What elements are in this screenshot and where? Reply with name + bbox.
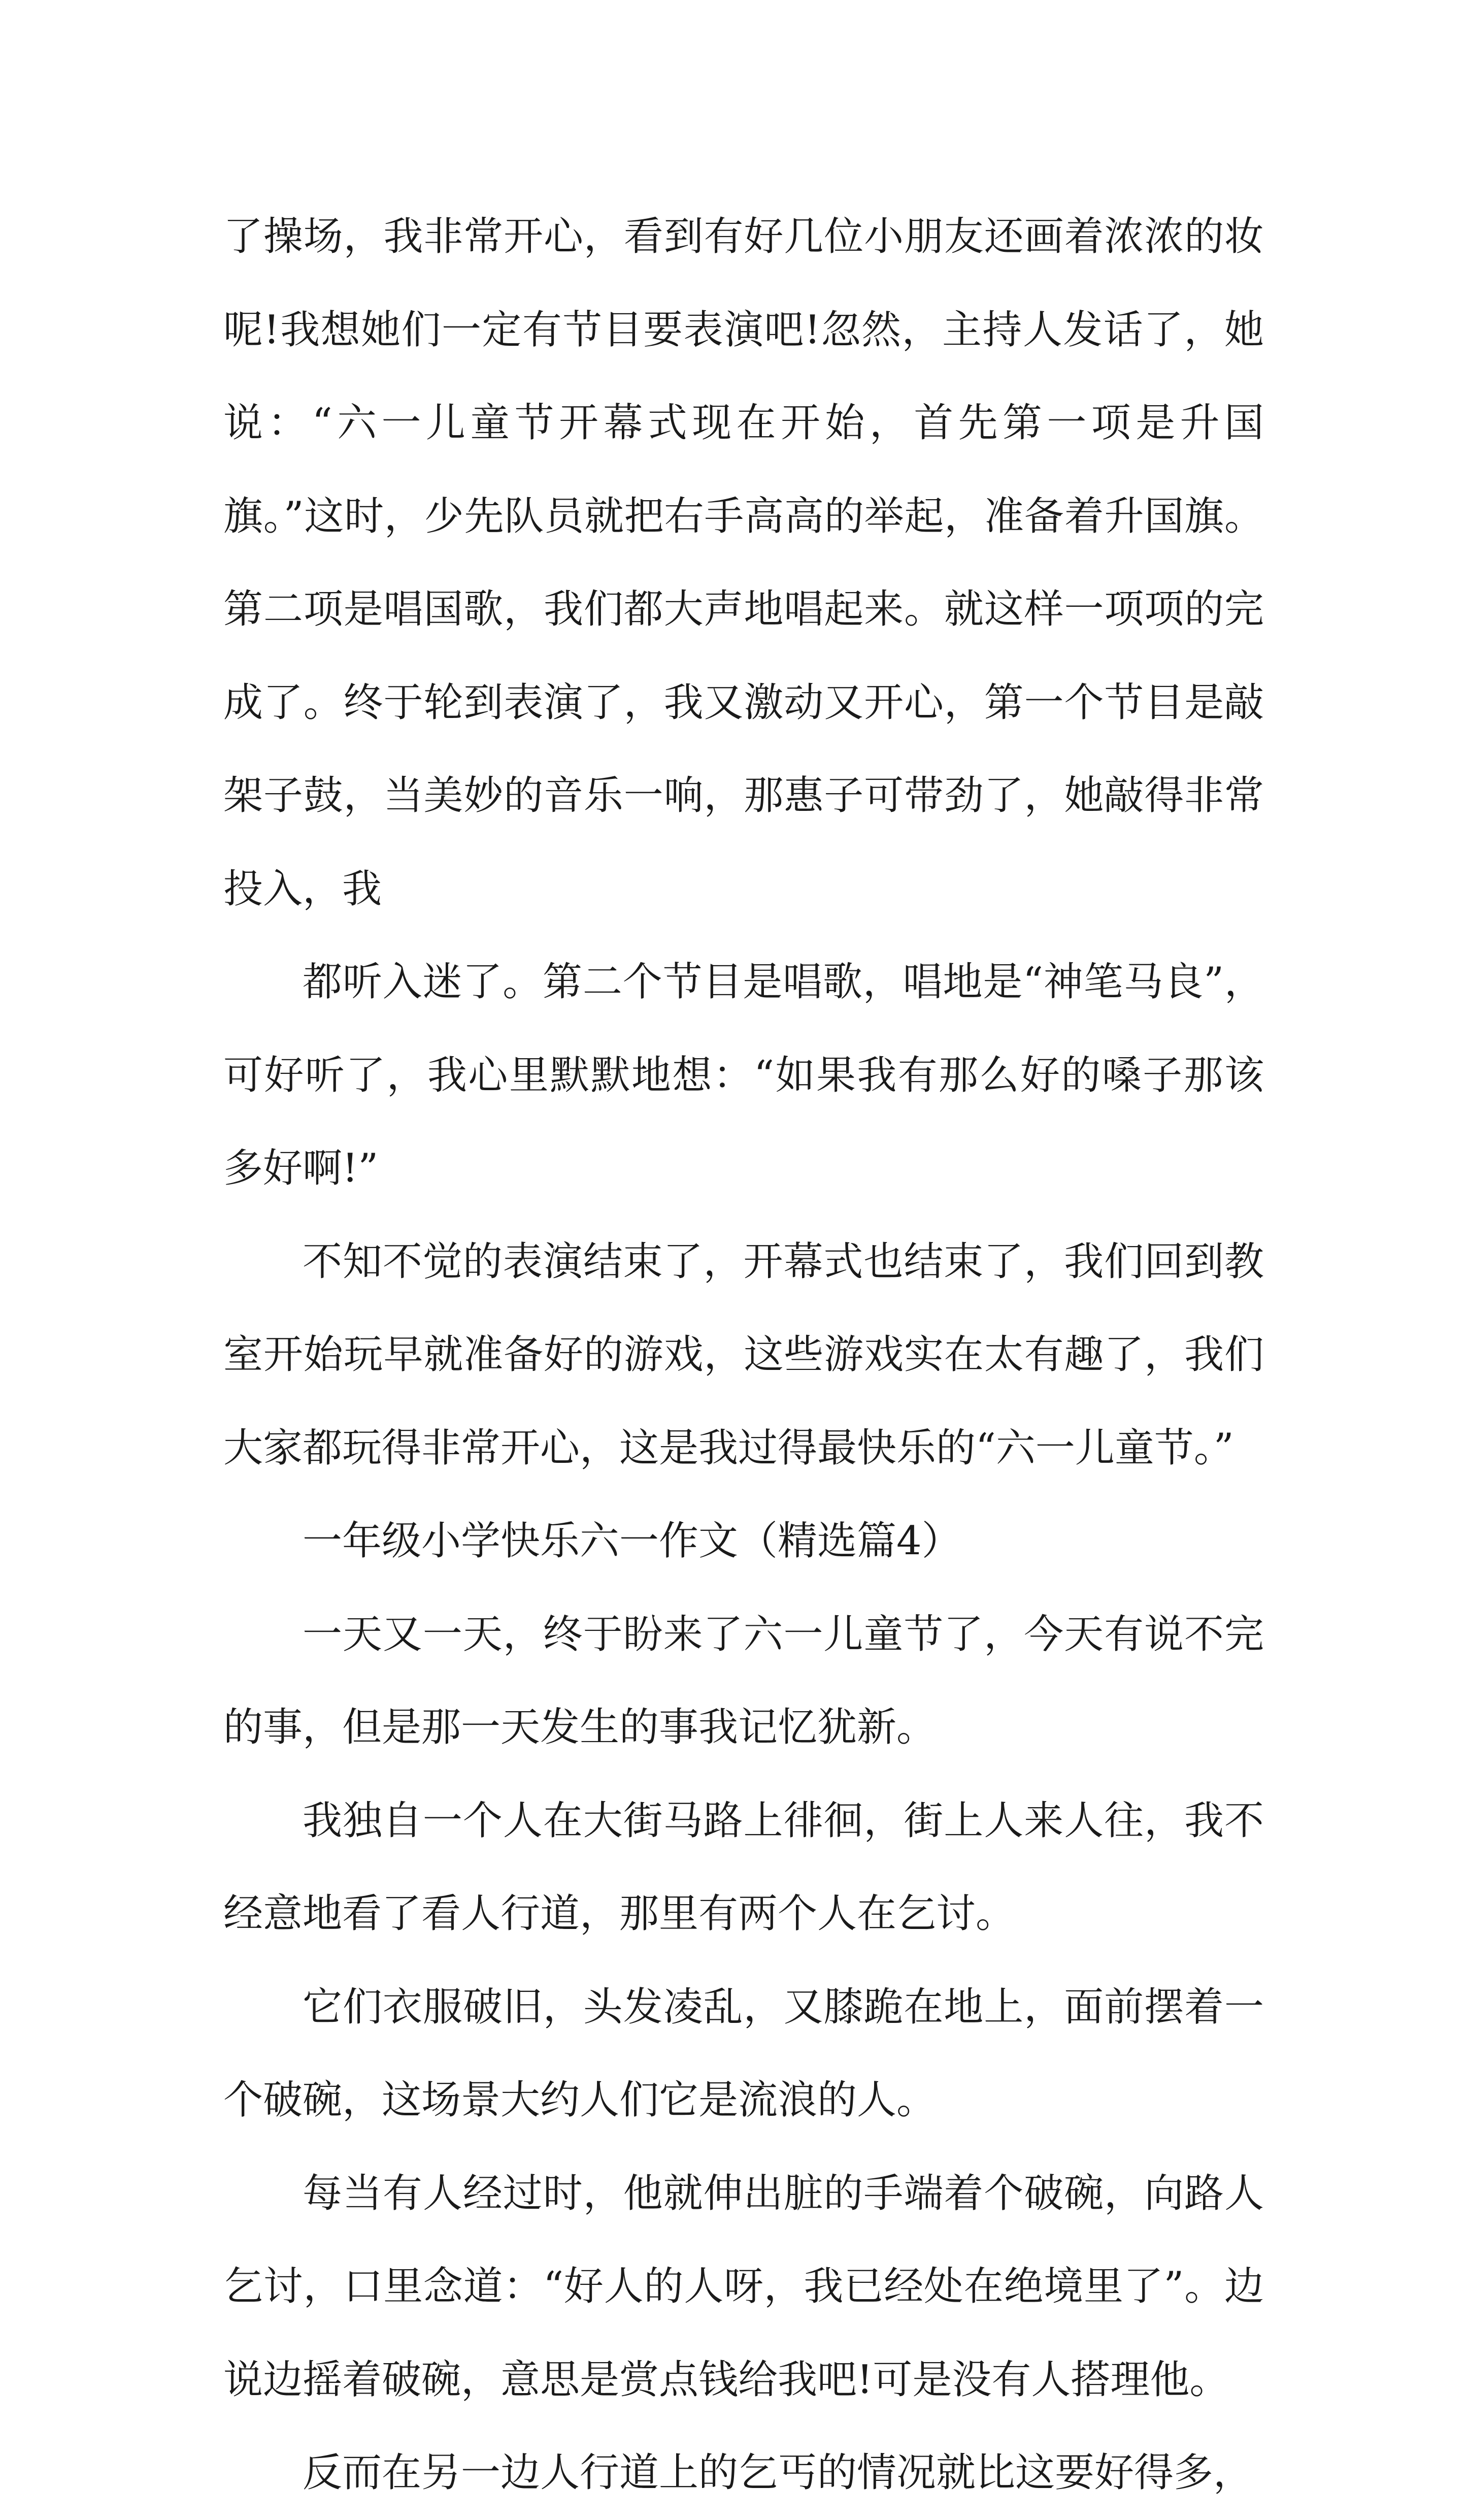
paragraph: 反而在另一边人行道上的乞丐的情况就比这要好得多， [303,2450,1253,2496]
paragraph: 它们衣服破旧，头发凌乱，又膝跪在地上，面前摆着一个破碗，这场景大约人们它是流浪的人。 [223,1984,1264,2123]
paragraph: 一天又一天，终于盼来了六一儿童节了，今天有说不完的事，但是那一天发生的事我记忆犹新。 [223,1611,1264,1750]
paragraph: 我独自一个人在大街马路上徘徊，街上人来人往，我不经意地看了看人行道，那里有两个人在乞讨。 [223,1797,1264,1937]
paragraph: 都听入迷了。第二个节目是唱歌，唱地是“神笔马良”，可好听了，我心里默默地想：“如果我有那么好的嗓子那该多好啊!” [223,959,1264,1191]
paragraph: 不知不觉的表演结束了，开幕式也结束了，我们回到教室开始玩早就准备好的游戏，这些游戏实在太有趣了，我们大家都玩得非常开心，这是我过得最快乐的“六一儿童节。” [223,1238,1264,1471]
paragraph: 每当有人经过时，他就伸出脏的手端着个破碗，向路人乞讨，口里念道：“好人的人呀，我已经处在绝境里了”。边说边摇着破碗，意思是赏点钱给我吧!可是没有人搭理他。 [223,2170,1264,2403]
document-body [223,190,1264,2520]
section-heading: 一年级小学快乐六一作文（精选篇4） [303,1518,961,1564]
paragraph: 了操场，我非常开心，看到有好几位小朋友还画着浓浓的妆呢!我想她们一定有节目要表演吧!忽然，主持人发话了，她说：“六一儿童节开幕式现在开始，首先第一项是升国旗。”这时，少先队员就把右手高高的举起，准备着升国旗。第二项是唱国歌，我们都大声地唱起来。就这样一项项的完成了。终于轮到表演了，我又激动又开心，第一个节目是敲架子鼓，当美妙的音乐一响，那惠子可带劲了，她敲得非常投入，我 [223,214,1264,912]
